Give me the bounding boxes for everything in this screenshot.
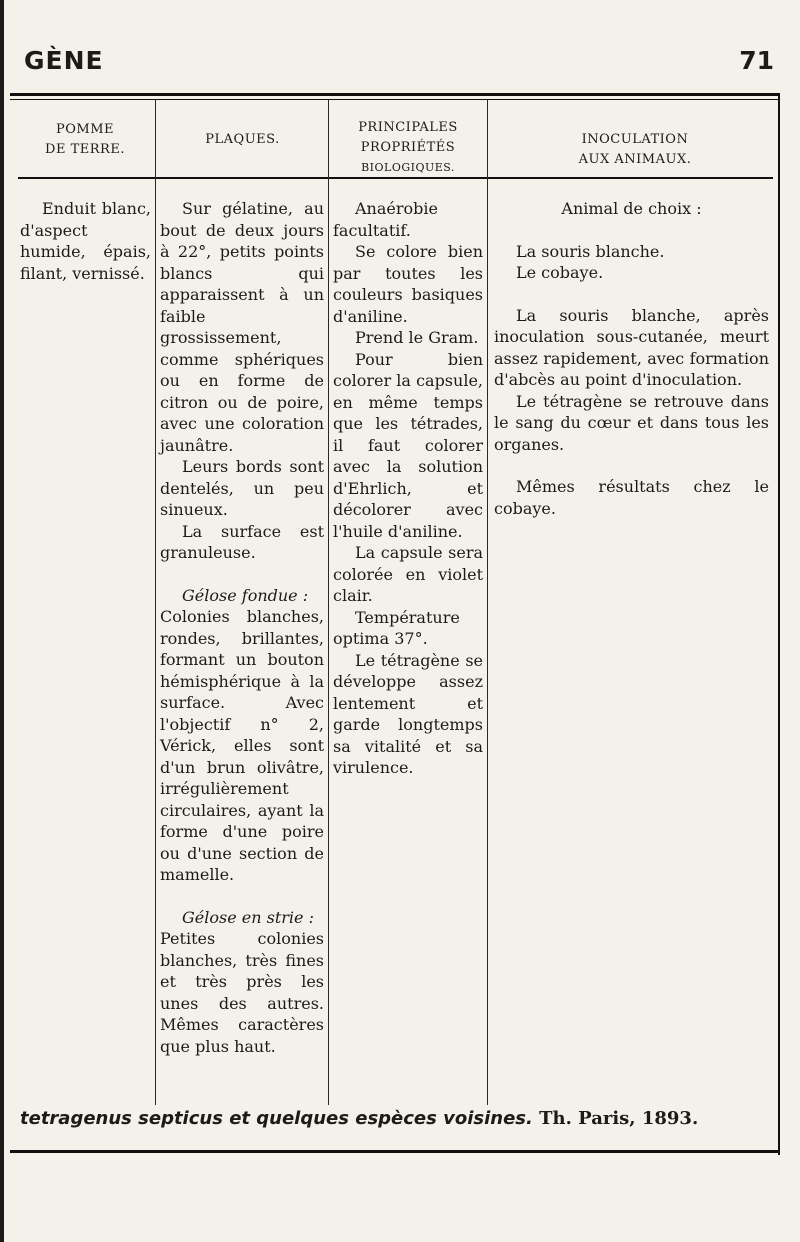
cell-text: Sur gélatine, au bout de deux jours à 22°, petits points blancs qui apparaissent à un faible grossissement, comme sphériques ou en forme de citron ou de poire, avec une coloration jaunâtre. [160,199,324,455]
binding-edge [0,0,4,1242]
bottom-rule [10,1150,780,1153]
column-pomme-de-terre [20,198,151,284]
cell-text: Colonies blanches, rondes, brillantes, formant un bouton hémisphérique à la surface. Avec l'objectif n° 2, Vérick, elles sont d'un brun olivâtre, irrégulièrement circulaires, ayant la forme d'une poire ou d'une section de mamelle. [160,607,324,884]
column-plaques [160,198,324,1057]
column-inoculation [494,198,769,519]
cell-text: Se colore bien par toutes les couleurs basiques d'aniline. [333,242,483,326]
cell-text: Température optima 37°. [333,607,460,648]
cell-text: La souris blanche, après inoculation sous-cutanée, meurt assez rapidement, avec formation d'abcès au point d'inoculation. [494,305,769,389]
cell-text: Pour bien colorer la capsule, en même temps que les tétrades, il faut colorer avec la solution d'Ehrlich, et décolorer avec l'huile d'aniline. [333,349,483,541]
top-rule-thin [10,99,780,100]
table-right-border [778,95,780,1155]
cell-text: Prend le Gram. [355,328,479,347]
column-header-inoculation: INOCULATION AUX ANIMAUX. [578,132,692,167]
column-separator-1 [155,100,156,1105]
column-header-plaques: PLAQUES. [205,132,280,147]
cell-text: Petites colonies blanches, très fines et très près les unes des autres. Mêmes caractères que plus haut. [160,929,324,1056]
cell-subheading: Gélose fondue : [182,585,309,605]
column-separator-2 [328,100,329,1105]
cell-text: Mêmes résultats chez le cobaye. [494,477,769,518]
cell-text: Le cobaye. [516,263,604,282]
cell-subheading: Gélose en strie : [182,907,314,927]
cell-text: Animal de choix : [561,199,702,218]
cell-text: La souris blanche. [516,241,665,261]
column-proprietes [333,198,483,779]
cell-text: La surface est granuleuse. [160,521,324,562]
top-rule [10,93,780,96]
column-header-proprietes: PRINCIPALES PROPRIÉTÉS BIOLOGIQUES. [358,120,458,174]
column-separator-3 [487,100,488,1105]
cell-text: Le tétragène se retrouve dans le sang du cœur et dans tous les organes. [494,391,769,454]
cell-text: Le tétragène se développe assez lentement et garde longtemps sa vitalité et sa virulence. [333,650,483,777]
cell-text: Enduit blanc, d'aspect humide, épais, filant, vernissé. [20,199,151,283]
cell-text: Leurs bords sont dentelés, un peu sinueux. [160,457,324,519]
cell-text: Anaérobie facultatif. [333,199,438,240]
running-header-title: GÈNE [24,46,104,75]
cell-text: La capsule sera colorée en violet clair. [333,543,483,605]
column-header-pomme-de-terre: POMME DE TERRE. [45,122,125,157]
source-citation: tetragenus septicus et quelques espèces voisines. Th. Paris, 1893. [20,1108,699,1129]
page-number: 71 [739,46,774,75]
